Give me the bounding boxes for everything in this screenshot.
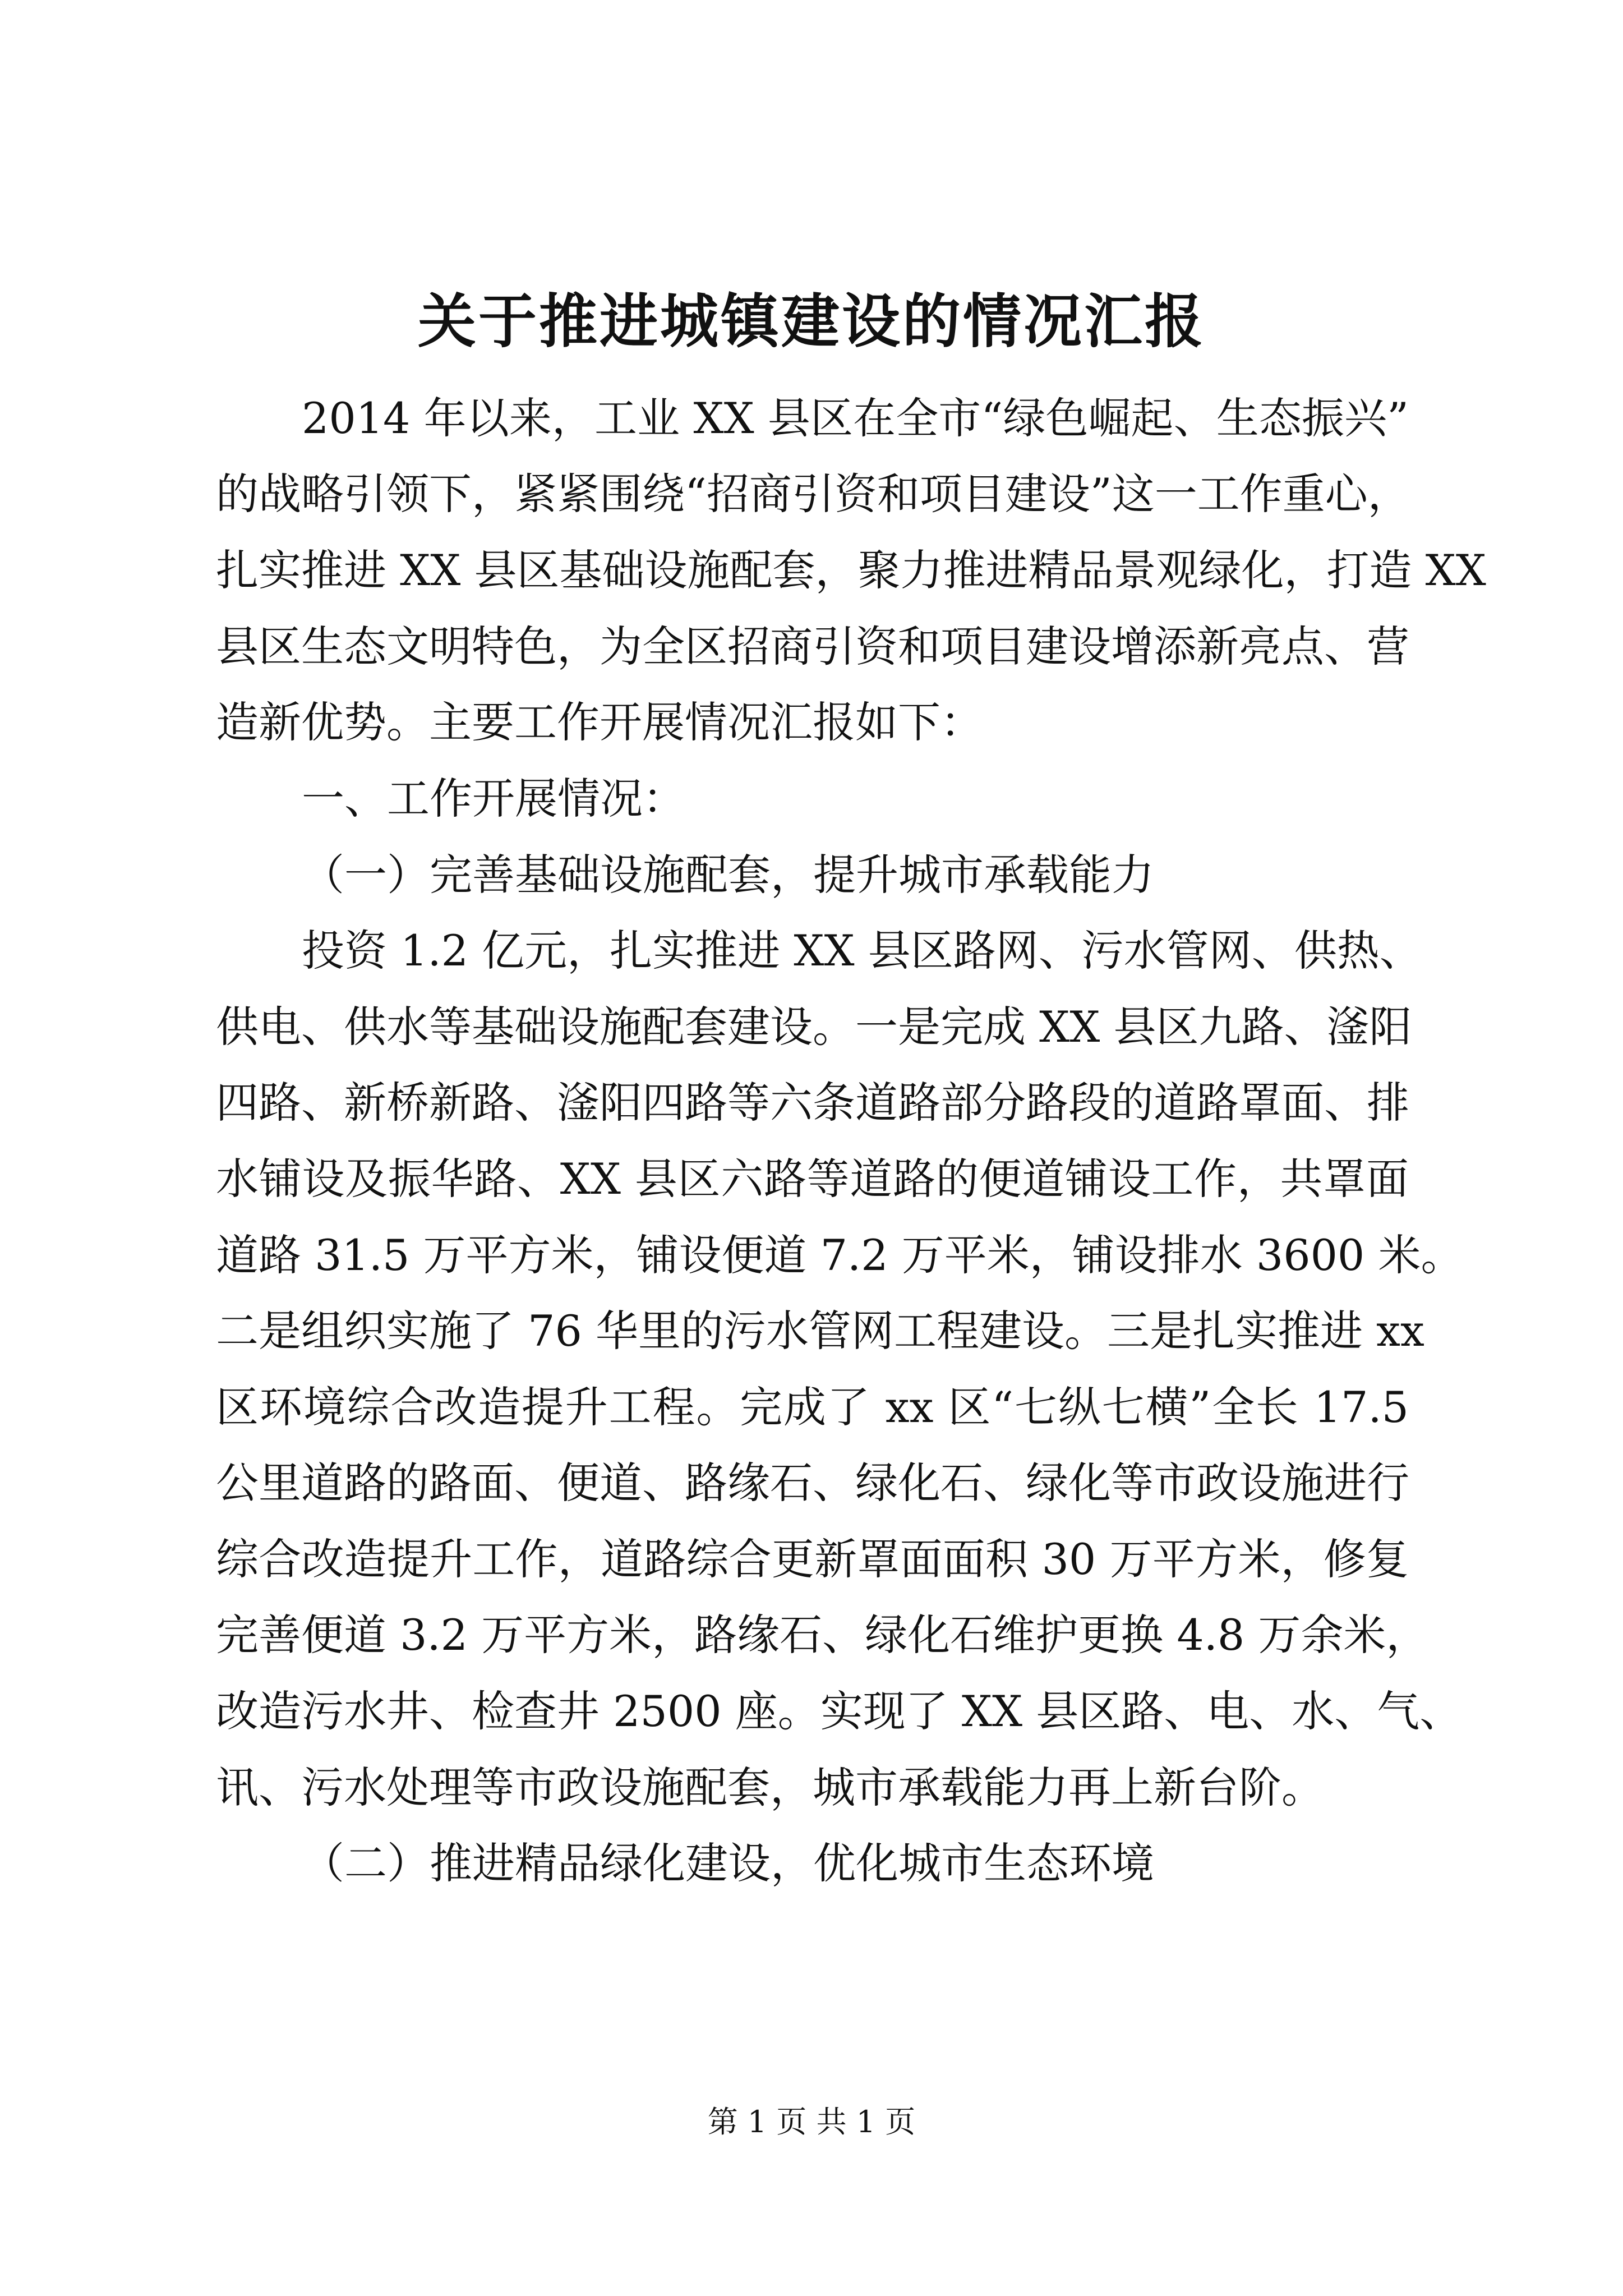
paragraph-line: 二是组织实施了 76 华里的污水管网工程建设。三是扎实推进 xx: [216, 1306, 1424, 1356]
paragraph-line: 四路、新桥新路、滏阳四路等六条道路部分路段的道路罩面、排: [216, 1078, 1409, 1128]
page-footer: 第 1 页 共 1 页: [707, 2104, 916, 2139]
paragraph-line: 造新优势。主要工作开展情况汇报如下：: [216, 697, 983, 747]
paragraph-line: 道路 31.5 万平方米，铺设便道 7.2 万平米，铺设排水 3600 米。: [216, 1230, 1464, 1280]
paragraph-line: 投资 1.2 亿元，扎实推进 XX 县区路网、污水管网、供热、: [302, 926, 1422, 976]
subsection-heading: （二）推进精品绿化建设，优化城市生态环境: [302, 1838, 1154, 1888]
paragraph-line: 综合改造提升工作，道路综合更新罩面面积 30 万平方米，修复: [216, 1534, 1409, 1584]
document-title: 关于推进城镇建设的情况汇报: [417, 287, 1205, 356]
paragraph-line: 县区生态文明特色，为全区招商引资和项目建设增添新亮点、营: [216, 622, 1409, 671]
paragraph-line: 水铺设及振华路、XX 县区六路等道路的便道铺设工作，共罩面: [216, 1154, 1409, 1204]
paragraph-line: 公里道路的路面、便道、路缘石、绿化石、绿化等市政设施进行: [216, 1458, 1409, 1508]
paragraph-line: 的战略引领下，紧紧围绕“招商引资和项目建设”这一工作重心，: [216, 469, 1410, 519]
subsection-heading: （一）完善基础设施配套，提升城市承载能力: [302, 850, 1154, 900]
section-heading: 一、工作开展情况：: [302, 774, 685, 823]
paragraph-line: 扎实推进 XX 县区基础设施配套，聚力推进精品景观绿化，打造 XX: [216, 545, 1486, 595]
paragraph-line: 讯、污水处理等市政设施配套，城市承载能力再上新台阶。: [216, 1763, 1324, 1812]
paragraph-line: 改造污水井、检查井 2500 座。实现了 XX 县区路、电、水、气、: [216, 1686, 1463, 1736]
paragraph-line: 完善便道 3.2 万平方米，路缘石、绿化石维护更换 4.8 万余米，: [216, 1610, 1429, 1660]
paragraph-line: 区环境综合改造提升工程。完成了 xx 区“七纵七横”全长 17.5: [216, 1382, 1409, 1432]
paragraph-line: 供电、供水等基础设施配套建设。一是完成 XX 县区九路、滏阳: [216, 1002, 1412, 1052]
paragraph-line: 2014 年以来，工业 XX 县区在全市“绿色崛起、生态振兴”: [302, 393, 1409, 443]
